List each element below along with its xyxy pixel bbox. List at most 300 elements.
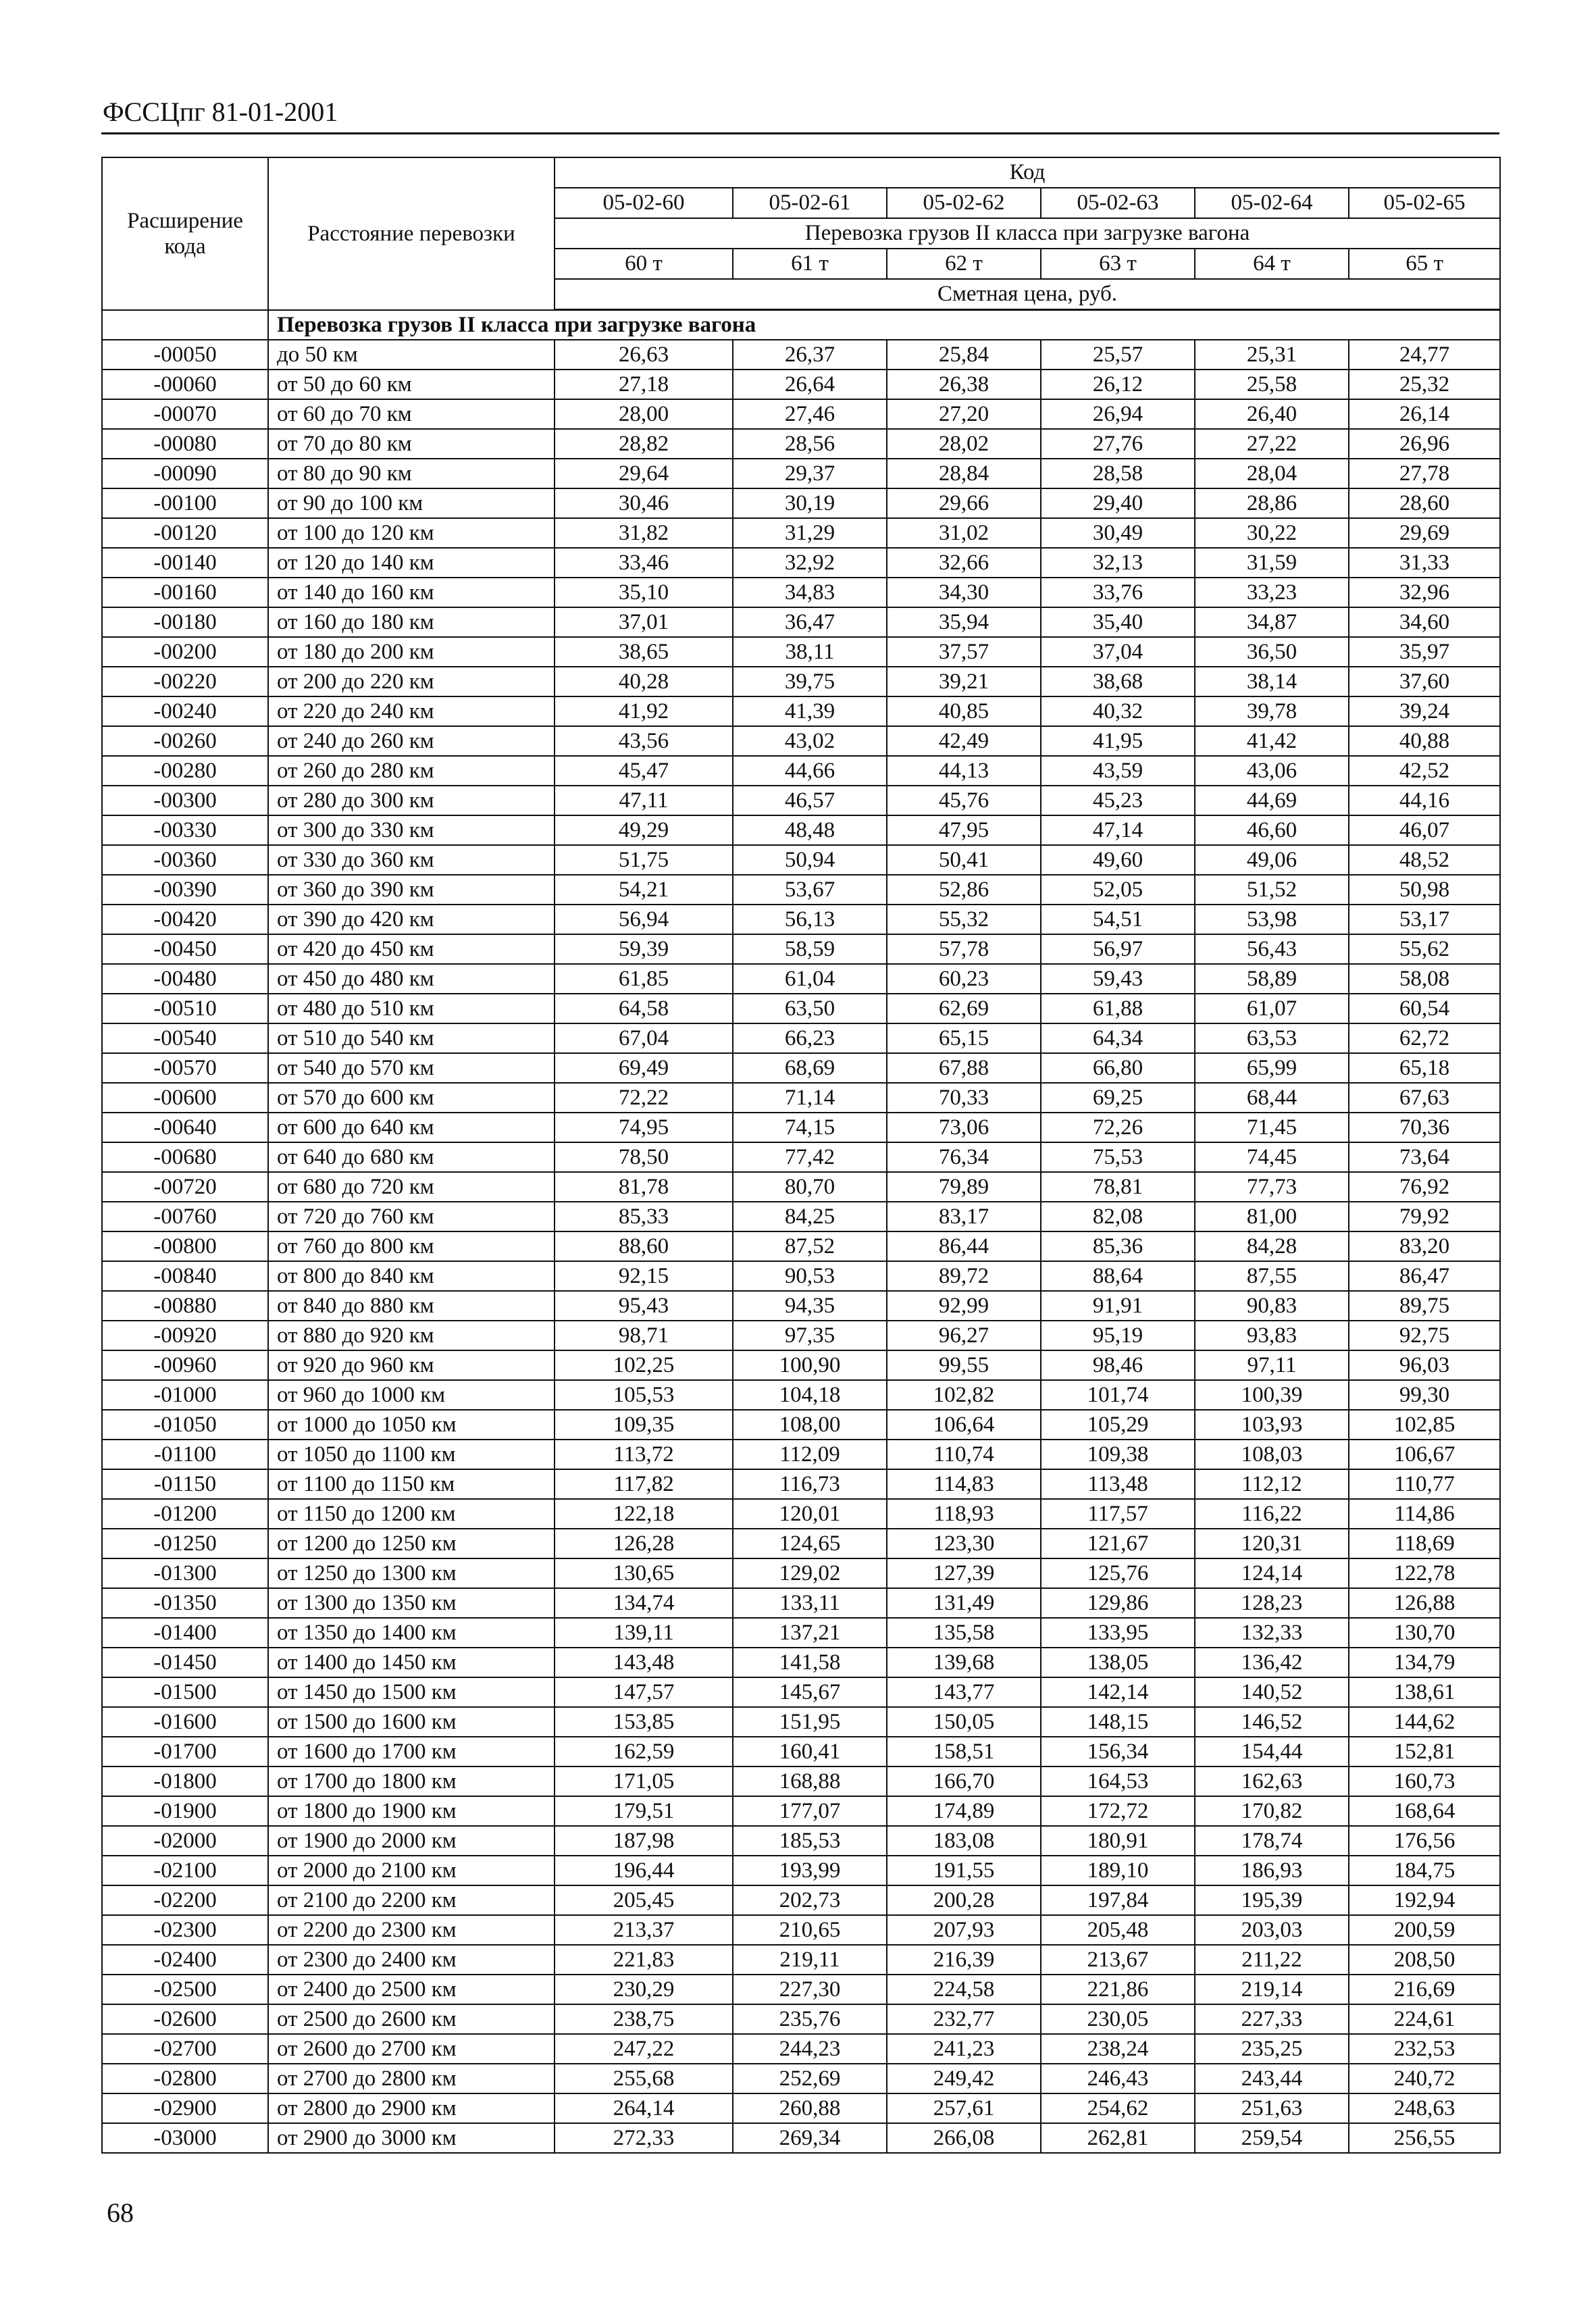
row-distance: от 680 до 720 км (268, 1172, 555, 1202)
row-price: 193,99 (733, 1856, 887, 1885)
table-header (102, 157, 1500, 310)
row-price: 137,21 (733, 1618, 887, 1648)
table-row (102, 1499, 1500, 1529)
row-price: 26,37 (733, 340, 887, 370)
row-distance: от 450 до 480 км (268, 964, 555, 994)
row-distance: от 2100 до 2200 км (268, 1885, 555, 1915)
row-code: -00960 (102, 1350, 268, 1380)
row-price: 69,25 (1041, 1083, 1195, 1113)
row-price: 96,03 (1349, 1350, 1500, 1380)
table-row (102, 1707, 1500, 1737)
row-price: 37,01 (555, 607, 733, 637)
row-price: 32,66 (887, 548, 1041, 578)
row-price: 251,63 (1195, 2093, 1349, 2123)
row-price: 79,89 (887, 1172, 1041, 1202)
row-code: -00240 (102, 696, 268, 726)
row-price: 64,58 (555, 994, 733, 1023)
row-distance: от 2000 до 2100 км (268, 1856, 555, 1885)
row-price: 134,74 (555, 1588, 733, 1618)
row-price: 93,83 (1195, 1321, 1349, 1350)
row-price: 26,96 (1349, 429, 1500, 459)
row-price: 28,82 (555, 429, 733, 459)
row-code: -02000 (102, 1826, 268, 1856)
row-price: 113,72 (555, 1440, 733, 1469)
row-price: 51,75 (555, 845, 733, 875)
code-header: 05-02-63 (1041, 188, 1195, 218)
row-price: 221,86 (1041, 1975, 1195, 2004)
row-distance: от 1700 до 1800 км (268, 1766, 555, 1796)
table-row (102, 1469, 1500, 1499)
row-distance: от 720 до 760 км (268, 1202, 555, 1231)
table-row (102, 1915, 1500, 1945)
row-price: 50,98 (1349, 875, 1500, 905)
row-distance: от 800 до 840 км (268, 1261, 555, 1291)
row-code: -01450 (102, 1648, 268, 1677)
row-price: 53,67 (733, 875, 887, 905)
row-code: -02800 (102, 2064, 268, 2093)
row-code: -00300 (102, 786, 268, 815)
row-price: 30,22 (1195, 518, 1349, 548)
row-price: 66,80 (1041, 1053, 1195, 1083)
cargo-description: Перевозка грузов II класса при загрузке вагона (555, 218, 1500, 249)
row-price: 24,77 (1349, 340, 1500, 370)
code-header: 05-02-61 (733, 188, 887, 218)
row-price: 58,89 (1195, 964, 1349, 994)
table-row (102, 1113, 1500, 1142)
row-price: 32,92 (733, 548, 887, 578)
row-code: -00880 (102, 1291, 268, 1321)
row-price: 39,78 (1195, 696, 1349, 726)
row-code: -00160 (102, 578, 268, 607)
row-price: 257,61 (887, 2093, 1041, 2123)
row-price: 141,58 (733, 1648, 887, 1677)
row-price: 221,83 (555, 1945, 733, 1975)
row-price: 166,70 (887, 1766, 1041, 1796)
row-distance: от 1050 до 1100 км (268, 1440, 555, 1469)
row-price: 88,60 (555, 1231, 733, 1261)
row-code: -02200 (102, 1885, 268, 1915)
row-distance: от 540 до 570 км (268, 1053, 555, 1083)
row-price: 28,56 (733, 429, 887, 459)
row-code: -01500 (102, 1677, 268, 1707)
row-price: 26,63 (555, 340, 733, 370)
row-price: 170,82 (1195, 1796, 1349, 1826)
row-price: 241,23 (887, 2034, 1041, 2064)
row-code: -00090 (102, 459, 268, 488)
row-price: 200,28 (887, 1885, 1041, 1915)
row-price: 48,48 (733, 815, 887, 845)
row-code: -02500 (102, 1975, 268, 2004)
row-price: 97,11 (1195, 1350, 1349, 1380)
row-price: 125,76 (1041, 1558, 1195, 1588)
row-price: 58,08 (1349, 964, 1500, 994)
row-price: 29,64 (555, 459, 733, 488)
row-price: 132,33 (1195, 1618, 1349, 1648)
row-price: 264,14 (555, 2093, 733, 2123)
row-price: 148,15 (1041, 1707, 1195, 1737)
row-price: 238,75 (555, 2004, 733, 2034)
row-price: 73,06 (887, 1113, 1041, 1142)
row-price: 232,77 (887, 2004, 1041, 2034)
row-price: 158,51 (887, 1737, 1041, 1766)
row-price: 98,71 (555, 1321, 733, 1350)
row-price: 94,35 (733, 1291, 887, 1321)
row-distance: от 2600 до 2700 км (268, 2034, 555, 2064)
row-price: 113,48 (1041, 1469, 1195, 1499)
row-price: 202,73 (733, 1885, 887, 1915)
row-price: 25,31 (1195, 340, 1349, 370)
row-price: 154,44 (1195, 1737, 1349, 1766)
row-price: 92,15 (555, 1261, 733, 1291)
code-header: 05-02-65 (1349, 188, 1500, 218)
row-price: 27,22 (1195, 429, 1349, 459)
row-price: 26,64 (733, 370, 887, 399)
row-price: 208,50 (1349, 1945, 1500, 1975)
row-price: 40,85 (887, 696, 1041, 726)
row-price: 41,42 (1195, 726, 1349, 756)
row-price: 152,81 (1349, 1737, 1500, 1766)
table-row (102, 756, 1500, 786)
row-price: 112,12 (1195, 1469, 1349, 1499)
price-label: Сметная цена, руб. (555, 279, 1500, 310)
table-row (102, 1261, 1500, 1291)
row-price: 46,60 (1195, 815, 1349, 845)
row-price: 168,64 (1349, 1796, 1500, 1826)
row-price: 51,52 (1195, 875, 1349, 905)
row-code: -00050 (102, 340, 268, 370)
table-row (102, 934, 1500, 964)
row-distance: от 2400 до 2500 км (268, 1975, 555, 2004)
table-row (102, 607, 1500, 637)
row-price: 49,06 (1195, 845, 1349, 875)
row-code: -00070 (102, 399, 268, 429)
row-price: 46,07 (1349, 815, 1500, 845)
row-price: 144,62 (1349, 1707, 1500, 1737)
row-price: 171,05 (555, 1766, 733, 1796)
row-price: 247,22 (555, 2034, 733, 2064)
row-price: 95,43 (555, 1291, 733, 1321)
row-price: 109,38 (1041, 1440, 1195, 1469)
row-price: 105,29 (1041, 1410, 1195, 1440)
row-price: 116,22 (1195, 1499, 1349, 1529)
row-price: 179,51 (555, 1796, 733, 1826)
table-row (102, 667, 1500, 696)
row-code: -00600 (102, 1083, 268, 1113)
row-price: 32,96 (1349, 578, 1500, 607)
row-price: 211,22 (1195, 1945, 1349, 1975)
row-distance: от 2700 до 2800 км (268, 2064, 555, 2093)
row-price: 254,62 (1041, 2093, 1195, 2123)
row-price: 207,93 (887, 1915, 1041, 1945)
row-price: 28,86 (1195, 488, 1349, 518)
row-price: 54,51 (1041, 905, 1195, 934)
row-code: -02900 (102, 2093, 268, 2123)
row-code: -01350 (102, 1588, 268, 1618)
row-price: 176,56 (1349, 1826, 1500, 1856)
row-code: -00140 (102, 548, 268, 578)
row-price: 102,25 (555, 1350, 733, 1380)
row-price: 34,60 (1349, 607, 1500, 637)
row-price: 83,20 (1349, 1231, 1500, 1261)
row-price: 227,33 (1195, 2004, 1349, 2034)
row-price: 150,05 (887, 1707, 1041, 1737)
row-price: 90,83 (1195, 1291, 1349, 1321)
row-price: 40,88 (1349, 726, 1500, 756)
row-price: 219,14 (1195, 1975, 1349, 2004)
row-price: 87,52 (733, 1231, 887, 1261)
row-price: 86,44 (887, 1231, 1041, 1261)
row-price: 43,02 (733, 726, 887, 756)
row-price: 135,58 (887, 1618, 1041, 1648)
row-price: 187,98 (555, 1826, 733, 1856)
row-price: 89,72 (887, 1261, 1041, 1291)
row-price: 38,65 (555, 637, 733, 667)
row-price: 114,86 (1349, 1499, 1500, 1529)
row-price: 82,08 (1041, 1202, 1195, 1231)
row-price: 47,11 (555, 786, 733, 815)
row-price: 120,01 (733, 1499, 887, 1529)
row-distance: от 640 до 680 км (268, 1142, 555, 1172)
row-code: -01250 (102, 1529, 268, 1558)
row-price: 34,87 (1195, 607, 1349, 637)
row-price: 32,13 (1041, 548, 1195, 578)
row-distance: от 760 до 800 км (268, 1231, 555, 1261)
row-price: 139,11 (555, 1618, 733, 1648)
header-rule (101, 132, 1499, 134)
row-price: 45,47 (555, 756, 733, 786)
row-code: -01600 (102, 1707, 268, 1737)
row-code: -00450 (102, 934, 268, 964)
row-price: 124,65 (733, 1529, 887, 1558)
row-price: 91,91 (1041, 1291, 1195, 1321)
table-row (102, 1588, 1500, 1618)
row-price: 84,28 (1195, 1231, 1349, 1261)
row-price: 195,39 (1195, 1885, 1349, 1915)
row-price: 213,37 (555, 1915, 733, 1945)
row-price: 57,78 (887, 934, 1041, 964)
section-row (102, 310, 1500, 340)
row-price: 66,23 (733, 1023, 887, 1053)
row-distance: от 510 до 540 км (268, 1023, 555, 1053)
row-price: 246,43 (1041, 2064, 1195, 2093)
row-price: 59,39 (555, 934, 733, 964)
row-distance: от 1300 до 1350 км (268, 1588, 555, 1618)
row-code: -00200 (102, 637, 268, 667)
row-price: 31,59 (1195, 548, 1349, 578)
row-price: 180,91 (1041, 1826, 1195, 1856)
row-price: 98,46 (1041, 1350, 1195, 1380)
row-distance: от 920 до 960 км (268, 1350, 555, 1380)
row-price: 71,14 (733, 1083, 887, 1113)
row-price: 29,37 (733, 459, 887, 488)
row-price: 31,29 (733, 518, 887, 548)
row-code: -01700 (102, 1737, 268, 1766)
table-row (102, 429, 1500, 459)
row-code: -00180 (102, 607, 268, 637)
row-price: 77,42 (733, 1142, 887, 1172)
row-distance: от 1400 до 1450 км (268, 1648, 555, 1677)
row-price: 70,36 (1349, 1113, 1500, 1142)
row-price: 67,63 (1349, 1083, 1500, 1113)
row-price: 60,54 (1349, 994, 1500, 1023)
row-price: 95,19 (1041, 1321, 1195, 1350)
row-price: 224,61 (1349, 2004, 1500, 2034)
row-distance: от 260 до 280 км (268, 756, 555, 786)
row-price: 100,39 (1195, 1380, 1349, 1410)
row-price: 41,92 (555, 696, 733, 726)
row-price: 127,39 (887, 1558, 1041, 1588)
row-price: 30,19 (733, 488, 887, 518)
row-price: 27,46 (733, 399, 887, 429)
row-price: 108,03 (1195, 1440, 1349, 1469)
table-row (102, 518, 1500, 548)
row-price: 266,08 (887, 2123, 1041, 2153)
row-code: -00800 (102, 1231, 268, 1261)
row-code: -03000 (102, 2123, 268, 2153)
row-price: 128,23 (1195, 1588, 1349, 1618)
row-price: 172,72 (1041, 1796, 1195, 1826)
row-price: 85,36 (1041, 1231, 1195, 1261)
row-price: 28,58 (1041, 459, 1195, 488)
table-row (102, 1440, 1500, 1469)
row-price: 55,62 (1349, 934, 1500, 964)
table-row (102, 1023, 1500, 1053)
row-price: 74,95 (555, 1113, 733, 1142)
row-price: 255,68 (555, 2064, 733, 2093)
row-distance: от 160 до 180 км (268, 607, 555, 637)
row-distance: от 960 до 1000 км (268, 1380, 555, 1410)
row-code: -00220 (102, 667, 268, 696)
row-price: 121,67 (1041, 1529, 1195, 1558)
row-price: 101,74 (1041, 1380, 1195, 1410)
row-price: 52,05 (1041, 875, 1195, 905)
table-row (102, 637, 1500, 667)
row-code: -00640 (102, 1113, 268, 1142)
row-price: 56,43 (1195, 934, 1349, 964)
row-price: 44,66 (733, 756, 887, 786)
load-header: 60 т (555, 249, 733, 279)
table-row (102, 1677, 1500, 1707)
table-row (102, 726, 1500, 756)
table-row (102, 1648, 1500, 1677)
row-price: 50,94 (733, 845, 887, 875)
row-code: -00480 (102, 964, 268, 994)
row-distance: от 300 до 330 км (268, 815, 555, 845)
table-row (102, 1083, 1500, 1113)
table-row (102, 1053, 1500, 1083)
row-price: 43,59 (1041, 756, 1195, 786)
row-code: -00920 (102, 1321, 268, 1350)
row-code: -00330 (102, 815, 268, 845)
row-price: 26,94 (1041, 399, 1195, 429)
row-price: 27,20 (887, 399, 1041, 429)
row-price: 76,34 (887, 1142, 1041, 1172)
row-distance: от 140 до 160 км (268, 578, 555, 607)
row-price: 28,02 (887, 429, 1041, 459)
row-price: 81,78 (555, 1172, 733, 1202)
row-code: -02400 (102, 1945, 268, 1975)
row-price: 56,13 (733, 905, 887, 934)
page-header: ФССЦпг 81-01-2001 (103, 97, 338, 127)
row-price: 87,55 (1195, 1261, 1349, 1291)
row-price: 68,69 (733, 1053, 887, 1083)
table-row (102, 1350, 1500, 1380)
row-price: 151,95 (733, 1707, 887, 1737)
row-price: 77,73 (1195, 1172, 1349, 1202)
table-row (102, 994, 1500, 1023)
row-price: 97,35 (733, 1321, 887, 1350)
table-row (102, 875, 1500, 905)
row-distance: от 100 до 120 км (268, 518, 555, 548)
row-code: -02300 (102, 1915, 268, 1945)
row-price: 122,78 (1349, 1558, 1500, 1588)
row-price: 29,66 (887, 488, 1041, 518)
row-price: 78,50 (555, 1142, 733, 1172)
row-code: -00100 (102, 488, 268, 518)
row-code: -01000 (102, 1380, 268, 1410)
row-price: 160,73 (1349, 1766, 1500, 1796)
row-price: 65,15 (887, 1023, 1041, 1053)
row-price: 227,30 (733, 1975, 887, 2004)
row-price: 100,90 (733, 1350, 887, 1380)
row-price: 37,57 (887, 637, 1041, 667)
row-price: 72,22 (555, 1083, 733, 1113)
row-price: 70,33 (887, 1083, 1041, 1113)
row-distance: от 840 до 880 км (268, 1291, 555, 1321)
row-distance: от 50 до 60 км (268, 370, 555, 399)
row-code: -01800 (102, 1766, 268, 1796)
row-price: 102,85 (1349, 1410, 1500, 1440)
row-price: 35,40 (1041, 607, 1195, 637)
table-row (102, 1558, 1500, 1588)
row-price: 103,93 (1195, 1410, 1349, 1440)
row-price: 116,73 (733, 1469, 887, 1499)
row-price: 164,53 (1041, 1766, 1195, 1796)
table-row (102, 340, 1500, 370)
row-price: 249,42 (887, 2064, 1041, 2093)
row-price: 117,82 (555, 1469, 733, 1499)
row-price: 126,88 (1349, 1588, 1500, 1618)
row-distance: от 2900 до 3000 км (268, 2123, 555, 2153)
row-price: 38,11 (733, 637, 887, 667)
row-distance: от 1800 до 1900 км (268, 1796, 555, 1826)
row-price: 123,30 (887, 1529, 1041, 1558)
row-price: 133,95 (1041, 1618, 1195, 1648)
row-distance: от 1250 до 1300 км (268, 1558, 555, 1588)
table-row (102, 1231, 1500, 1261)
row-price: 68,44 (1195, 1083, 1349, 1113)
row-price: 47,14 (1041, 815, 1195, 845)
row-price: 40,28 (555, 667, 733, 696)
row-price: 28,60 (1349, 488, 1500, 518)
table-row (102, 1737, 1500, 1766)
table-row (102, 2034, 1500, 2064)
row-code: -00540 (102, 1023, 268, 1053)
row-price: 252,69 (733, 2064, 887, 2093)
row-price: 230,05 (1041, 2004, 1195, 2034)
row-price: 110,77 (1349, 1469, 1500, 1499)
row-price: 39,75 (733, 667, 887, 696)
row-price: 46,57 (733, 786, 887, 815)
row-price: 39,24 (1349, 696, 1500, 726)
row-distance: от 1600 до 1700 км (268, 1737, 555, 1766)
row-distance: от 1900 до 2000 км (268, 1826, 555, 1856)
row-price: 108,00 (733, 1410, 887, 1440)
row-price: 104,18 (733, 1380, 887, 1410)
row-price: 35,97 (1349, 637, 1500, 667)
code-header: 05-02-60 (555, 188, 733, 218)
row-price: 74,15 (733, 1113, 887, 1142)
